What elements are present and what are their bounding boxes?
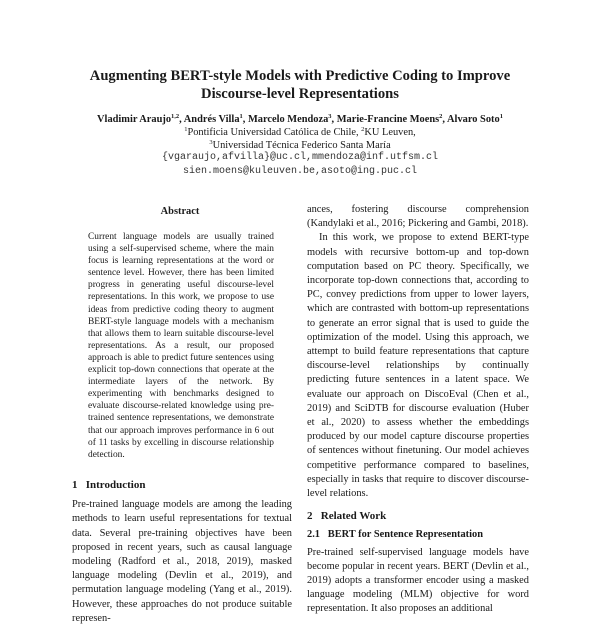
subsection-2-1-heading: 2.1 BERT for Sentence Representation [307, 529, 483, 541]
right-column [307, 203, 529, 617]
affiliation-line-2: $^3$Universidad Técnica Federico Santa María [209, 139, 391, 151]
email-line-1: {vgaraujo,afvilla}@uc.cl,mmendoza@inf.utfsm.cl [161, 152, 439, 163]
related-work-heading: 2 Related Work [307, 510, 387, 523]
subsection-2-1-paragraph: Pre-trained self-supervised language models have become popular in recent years. BERT (Devlin et al., 2019) adopts a transformer encoder using a masked language modeling (MLM) objective for word representation. It also proposes an additional [307, 546, 529, 615]
author: Alvaro Soto [447, 114, 500, 125]
intro-paragraph-2: In this work, we propose to extend BERT-type models with recursive bottom-up and top-down computation based on PC theory. Specifically, we incorporate top-down connections that, according to PC, convey predictions from upper to lower layers, which are contrasted with bottom-up representations to generate an error signal that is used to guide the optimization of the model. Using this approach, we attempt to build feature representations that capture discourse-level relationships by continually predicting future sentences in a latent space. We evaluate our approach on DiscoEval (Chen et al., 2019) and SciDTB for discourse evaluation (Huber et al., 2020) to assess whether the embeddings produced by our model capture discourse properties of sentences without finetuning. Our model achieves competitive performance compared to baselines, especially in tasks that require to discover discourse-level relations. [307, 232, 529, 500]
abstract-heading: Abstract [160, 206, 200, 217]
introduction-paragraph: Pre-trained language models are among the leading methods to learn useful representations for textual data. Several pre-training objectives have been proposed in recent years, such as causal language modeling (Radford et al., 2018, 2019), masked language modeling (Devlin et al., 2019), and permutation language modeling (Yang et al., 2019). However, these approaches do not produce suitable represen- [72, 499, 292, 624]
introduction-section [72, 478, 292, 626]
introduction-heading: 1 Introduction [72, 479, 146, 491]
continued-paragraph: ances, fostering discourse comprehension (Kandylaki et al., 2016; Pickering and Gambi, 2018). [307, 204, 529, 230]
email-line-2: sien.moens@kuleuven.be,asoto@ing.puc.cl [182, 166, 418, 177]
author: Marie-Francine Moens [336, 114, 440, 125]
abstract-body: Current language models are usually trained using a self-supervised scheme, where the main focus is learning representations at the word or sentence level. However, there has been limited progress in generating useful discourse-level representations. In this work, we propose to use ideas from predictive coding theory to augment BERT-style language models with a mechanism that allows them to learn suitable discourse-level representations. As a result, our proposed approach is able to predict future sentences using explicit top-down connections that operate at the intermediate layers of the network. By experimenting with benchmarks designed to evaluate discourse-related knowledge using pre-trained sentence representations, we demonstrate that our approach improves performance in 6 out of 11 tasks by excelling in discourse relationship detection. [88, 232, 274, 460]
author: Andrés Villa [183, 114, 240, 125]
paper-title: Augmenting BERT-style Models with Predictive Coding to Improve Discourse-level Representations [89, 68, 511, 102]
affiliation-line-1: $^1$Pontificia Universidad Católica de Chile, $^2$KU Leuven, [184, 126, 416, 138]
author: Vladimir Araujo [97, 114, 172, 125]
author: Marcelo Mendoza [247, 114, 329, 125]
author-list: Vladimir Araujo$^{1,2}$, Andrés Villa$^1$, Marcelo Mendoza$^3$, Marie-Francine Moens$^2$, Alvaro Soto$^1$ [97, 113, 503, 125]
